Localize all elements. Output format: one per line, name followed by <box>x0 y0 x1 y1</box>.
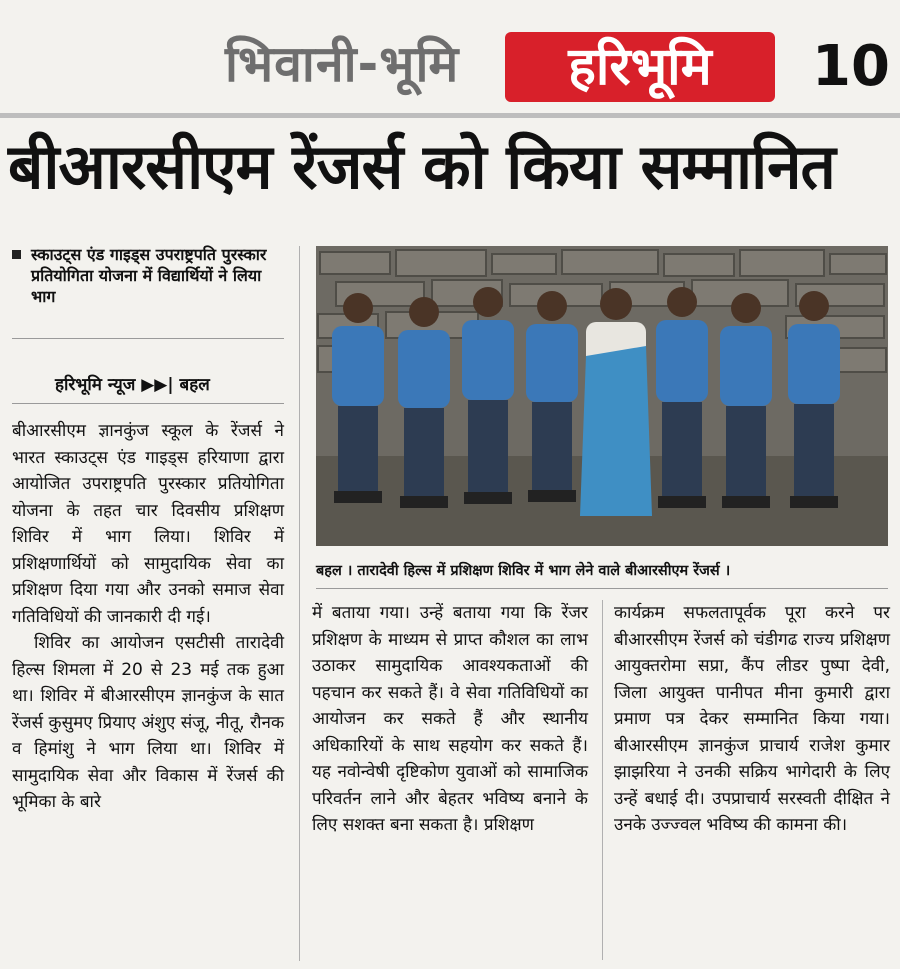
column-3-paragraph: कार्यक्रम सफलतापूर्वक पूरा करने पर बीआरसीएम रेंजर्स को चंडीगढ राज्य प्रशिक्षण आयुक्तरोमा सप्रा, कैंप लीडर पुष्पा देवी, जिला आयुक्त पानीपत मीना कुमारी द्वारा प्रमाण पत्र देकर सम्मानित किया गया। बीआरसीएम ज्ञानकुंज प्राचार्य राजेश कुमार झाझरिया ने उनकी सक्रिय भागेदारी के लिए उन्हें बधाई दी। उपप्राचार्य सरस्वती दीक्षित ने उनके उज्ज्वल भविष्य की कामना की। <box>614 603 890 835</box>
article-column-3 <box>614 600 890 839</box>
section-name: भिवानी-भूमि <box>225 35 460 93</box>
subhead-divider <box>12 338 284 339</box>
column-divider <box>602 600 603 960</box>
bullet-square-icon <box>12 250 21 259</box>
photo-caption: बहल । तारादेवी हिल्स में प्रशिक्षण शिविर में भाग लेने वाले बीआरसीएम रेंजर्स । <box>316 563 731 579</box>
subhead-box <box>12 244 284 307</box>
article-photo <box>316 246 888 546</box>
column-1-paragraph-1: बीआरसीएम ज्ञानकुंज स्कूल के रेंजर्स ने भारत स्काउट्स एंड गाइड्स हरियाणा द्वारा आयोजित उपराष्ट्रपति पुरस्कार प्रतियोगिता योजना के तहत चार दिवसीय प्रशिक्षण शिविर में भाग लिया। शिविर में प्रशिक्षणार्थियों को सामुदायिक सेवा का प्रशिक्षण दिया गया और उनको समाज सेवा गतिविधियों की जानकारी दी गई। <box>12 421 284 627</box>
byline: हरिभूमि न्यूज ▶▶| बहल <box>55 375 210 395</box>
subhead-text: स्काउट्स एंड गाइड्स उपराष्ट्रपति पुरस्कार प्रतियोगिता योजना में विद्यार्थियों ने लिया भाग <box>31 245 267 306</box>
subhead-bullet <box>12 244 284 307</box>
masthead-logo: हरिभूमि <box>505 32 775 102</box>
header-divider <box>0 113 900 118</box>
article-column-2 <box>312 600 588 839</box>
caption-divider <box>316 588 888 589</box>
column-2-paragraph: में बताया गया। उन्हें बताया गया कि रेंजर प्रशिक्षण के माध्यम से प्राप्त कौशल का लाभ उठाकर सामुदायिक आवश्यकताओं की पहचान कर सकते हैं। वे सेवा गतिविधियों का आयोजन कर सकते हैं और स्थानीय अधिकारियों के साथ सहयोग कर सकते हैं। यह नवोन्वेषी दृष्टिकोण युवाओं को सामाजिक परिवर्तन लाने और बेहतर भविष्य बनाने के लिए सशक्त बना सकता है। प्रशिक्षण <box>312 603 588 835</box>
column-divider <box>299 246 300 961</box>
byline-divider <box>12 403 284 404</box>
column-1-paragraph-2: शिविर का आयोजन एसटीसी तारादेवी हिल्स शिमला में 20 से 23 मई तक हुआ था। शिविर में बीआरसीएम ज्ञानकुंज के सात रेंजर्स कुसुमए प्रियाए अंशुए संजू, नीतू, रौनक व हिमांशु ने भाग लिया था। शिविर में सामुदायिक सेवा और विकास में रेंजर्स की भूमिका के बारे <box>12 633 284 812</box>
page-number: 10 <box>812 34 890 99</box>
headline: बीआरसीएम रेंजर्स को किया सम्मानित <box>8 130 835 203</box>
group-photo-icon <box>316 246 888 546</box>
article-column-1 <box>12 418 284 816</box>
